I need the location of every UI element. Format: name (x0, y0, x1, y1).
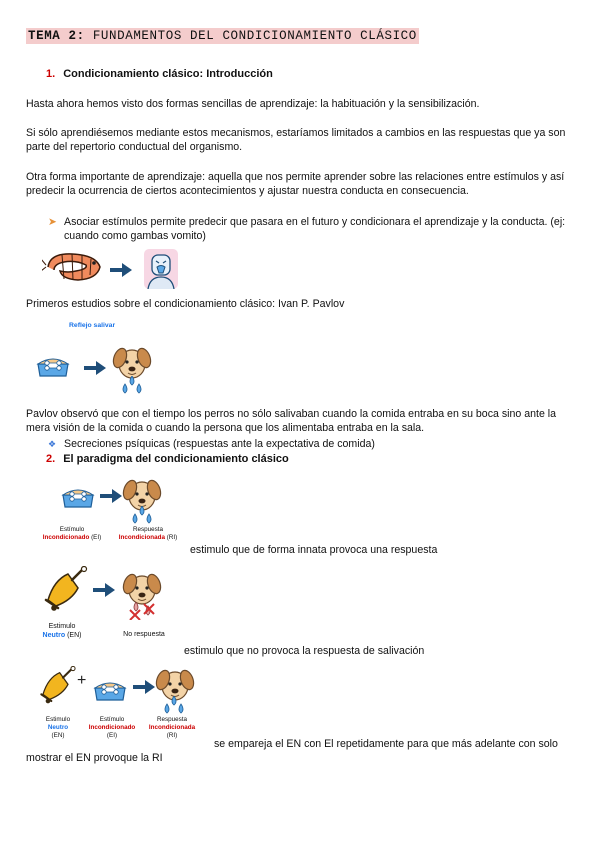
label-type: Incondicionado (88, 724, 136, 731)
diagram-caption: estimulo que no provoca la respuesta de salivación (184, 645, 425, 657)
label-type: Neutro (42, 632, 66, 639)
paragraph-2: Si sólo aprendiésemos mediante estos mecanismos, estaríamos limitados a cambios en las respuestas que ya son parte del repertorio conductual del organismo. (26, 127, 566, 153)
title-rest: FUNDAMENTOS DEL CONDICIONAMIENTO CLÁSICO (84, 29, 417, 43)
label-abbr: (EI) (91, 534, 102, 541)
arrow-icon (100, 489, 122, 503)
dog-icon (122, 570, 162, 606)
label-abbr: (EN) (51, 732, 65, 739)
arrow-bullet-icon: ➤ (48, 216, 57, 228)
label-word: Estimulo (45, 716, 71, 723)
section-heading-1 (46, 68, 273, 80)
bullet-item (48, 215, 578, 243)
vomit-icon (144, 249, 178, 289)
label-abbr: (RI) (166, 534, 178, 541)
stimulus-label (36, 526, 108, 542)
diagram-caption: estimulo que de forma innata provoca una respuesta (190, 544, 438, 556)
label-abbr: (EN) (67, 632, 82, 639)
diamond-bullet-icon: ❖ (48, 439, 57, 449)
title-tema: TEMA 2: (28, 29, 85, 43)
response-label: No respuesta (123, 631, 165, 638)
stimulus-label (34, 622, 90, 640)
label-word: Respuesta (132, 526, 164, 533)
arrow-icon (93, 583, 115, 597)
saliva-drops-icon (122, 376, 144, 394)
food-bowl-icon (60, 479, 96, 509)
section-number: 1. (46, 68, 56, 80)
paragraph-1: Hasta ahora hemos visto dos formas sencillas de aprendizaje: la habituación y la sensibilización. (26, 98, 480, 110)
label-type: Incondicionado (42, 534, 90, 541)
bullet-item (48, 437, 375, 451)
stimulus-label (30, 716, 86, 740)
section-label: Condicionamiento clásico: Introducción (63, 68, 273, 80)
arrow-icon (110, 263, 132, 277)
arrow-icon (133, 680, 155, 694)
label-abbr: (EI) (106, 732, 118, 739)
food-bowl-icon (92, 672, 128, 702)
arrow-icon (84, 361, 106, 375)
shrimp-icon (42, 251, 104, 283)
bullet-text: Asociar estímulos permite predecir que pasara en el futuro y condicionara el aprendizaje y la conducta. (ej: cuando como gambas vomito) (64, 216, 566, 242)
bullet-text: Secreciones psíquicas (respuestas ante la expectativa de comida) (64, 438, 375, 450)
food-bowl-icon (35, 348, 71, 378)
section-label: El paradigma del condicionamiento clásico (63, 453, 289, 465)
diagram-caption-continued: mostrar el EN provoque la RI (26, 752, 163, 764)
label-type: Incondicionada (148, 724, 196, 731)
saliva-drops-icon (164, 696, 186, 714)
label-word: Estímulo (99, 716, 125, 723)
saliva-drops-icon (132, 506, 154, 524)
response-label (140, 716, 204, 740)
reflejo-label: Reflejo salivar (69, 322, 116, 329)
section-number: 2. (46, 453, 56, 465)
no-saliva-icon (128, 602, 158, 620)
stimulus-label (80, 716, 144, 740)
bell-icon (38, 666, 78, 706)
diagram-caption: se empareja el EN con El repetidamente para que más adelante con solo (214, 738, 558, 750)
label-word: Estímulo (59, 526, 85, 533)
label-type: Neutro (47, 724, 69, 731)
label-word: Respuesta (156, 716, 188, 723)
plus-sign: + (77, 672, 87, 689)
label-type: Incondicionada (118, 534, 165, 541)
paragraph-3: Otra forma importante de aprendizaje: aquella que nos permite aprender sobre las relaciones entre estímulos y así predecir la ocurrencia de ciertos acontecimientos y ajustar nuestra conducta en consecuencia. (26, 171, 565, 197)
bell-icon (42, 566, 90, 614)
pavlov-intro: Primeros estudios sobre el condicionamiento clásico: Ivan P. Pavlov (26, 298, 345, 310)
section-heading-2 (46, 453, 289, 465)
dog-icon (112, 344, 152, 380)
label-word: Estimulo (48, 623, 76, 630)
label-abbr: (RI) (166, 732, 178, 739)
response-label (112, 526, 184, 542)
page-title (26, 28, 419, 44)
paragraph-4: Pavlov observó que con el tiempo los perros no sólo salivaban cuando la comida entraba en su boca sino ante la mera visión de la comida o cuando la persona que los alimentaba entraba en la sala. (26, 408, 557, 434)
